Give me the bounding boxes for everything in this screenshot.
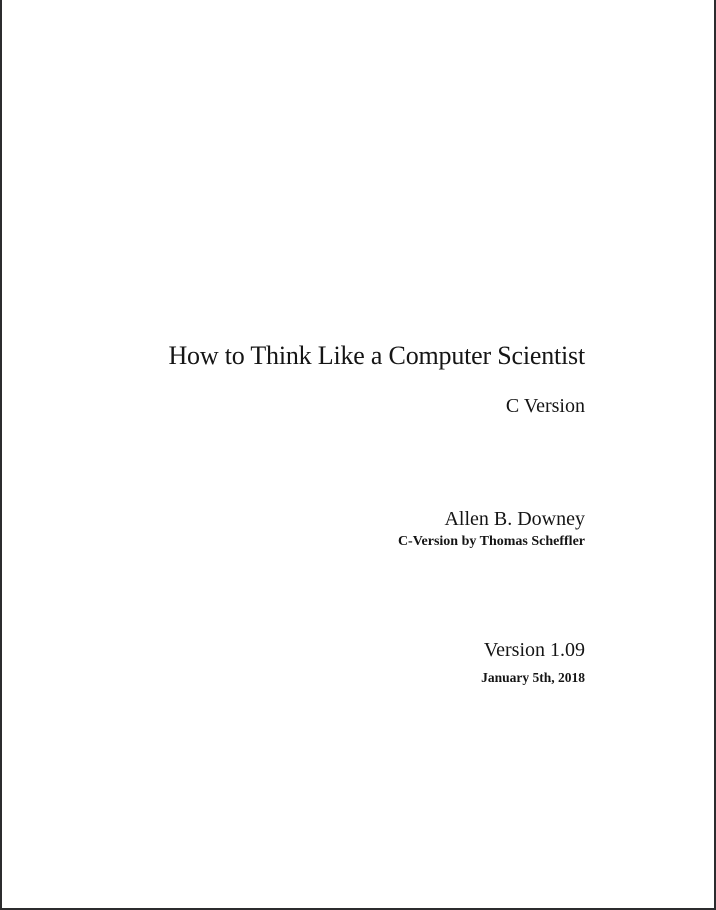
document-title: How to Think Like a Computer Scientist <box>168 341 585 370</box>
document-subtitle: C Version <box>505 395 585 417</box>
author-name: Allen B. Downey <box>444 508 585 530</box>
author-note: C-Version by Thomas Scheffler <box>397 534 585 549</box>
version-label: Version 1.09 <box>483 639 585 661</box>
date-label: January 5th, 2018 <box>481 670 585 685</box>
